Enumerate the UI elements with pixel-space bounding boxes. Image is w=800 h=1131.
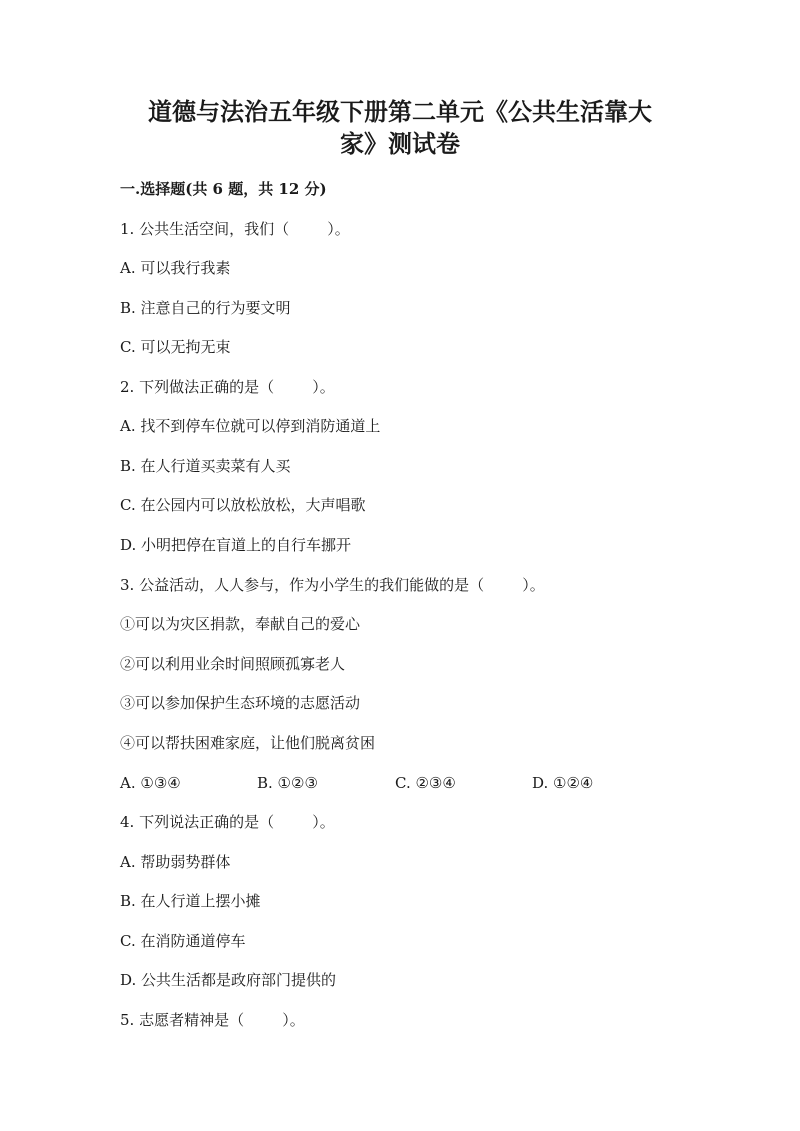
- question-2-option-b: B. 在人行道买卖菜有人买: [120, 457, 291, 475]
- question-3-option-c: C. ②③④: [395, 774, 456, 792]
- question-1-option-c: C. 可以无拘无束: [120, 338, 231, 356]
- question-1-option-b: B. 注意自己的行为要文明: [120, 299, 291, 317]
- question-3-option-b: B. ①②③: [257, 774, 318, 792]
- question-2-option-d: D. 小明把停在盲道上的自行车挪开: [120, 536, 352, 554]
- question-3-statement-4: ④可以帮扶困难家庭，让他们脱离贫困: [120, 734, 376, 752]
- question-3-stem: 3. 公益活动，人人参与，作为小学生的我们能做的是（ ）。: [120, 576, 545, 594]
- question-3-statement-2: ②可以利用业余时间照顾孤寡老人: [120, 655, 346, 673]
- page-title-line-1: 道德与法治五年级下册第二单元《公共生活靠大: [148, 97, 652, 126]
- question-5-stem: 5. 志愿者精神是（ ）。: [120, 1011, 305, 1029]
- question-3-statement-1: ①可以为灾区捐款，奉献自己的爱心: [120, 615, 361, 633]
- question-4-option-c: C. 在消防通道停车: [120, 932, 246, 950]
- question-3-option-d: D. ①②④: [532, 774, 594, 792]
- question-4-option-d: D. 公共生活都是政府部门提供的: [120, 971, 337, 989]
- question-4-option-a: A. 帮助弱势群体: [120, 853, 231, 871]
- question-4-option-b: B. 在人行道上摆小摊: [120, 892, 261, 910]
- question-4-stem: 4. 下列说法正确的是（ ）。: [120, 813, 335, 831]
- page-title-line-2: 家》测试卷: [340, 129, 460, 158]
- section-heading: 一.选择题(共 6 题，共 12 分): [120, 180, 327, 198]
- question-1-stem: 1. 公共生活空间，我们（ ）。: [120, 220, 350, 238]
- question-3-statement-3: ③可以参加保护生态环境的志愿活动: [120, 694, 361, 712]
- question-2-option-c: C. 在公园内可以放松放松，大声唱歌: [120, 496, 366, 514]
- question-3-options-row: [120, 772, 680, 794]
- question-1-option-a: A. 可以我行我素: [120, 259, 231, 277]
- question-2-stem: 2. 下列做法正确的是（ ）。: [120, 378, 335, 396]
- question-3-option-a: A. ①③④: [120, 774, 181, 792]
- question-2-option-a: A. 找不到停车位就可以停到消防通道上: [120, 417, 381, 435]
